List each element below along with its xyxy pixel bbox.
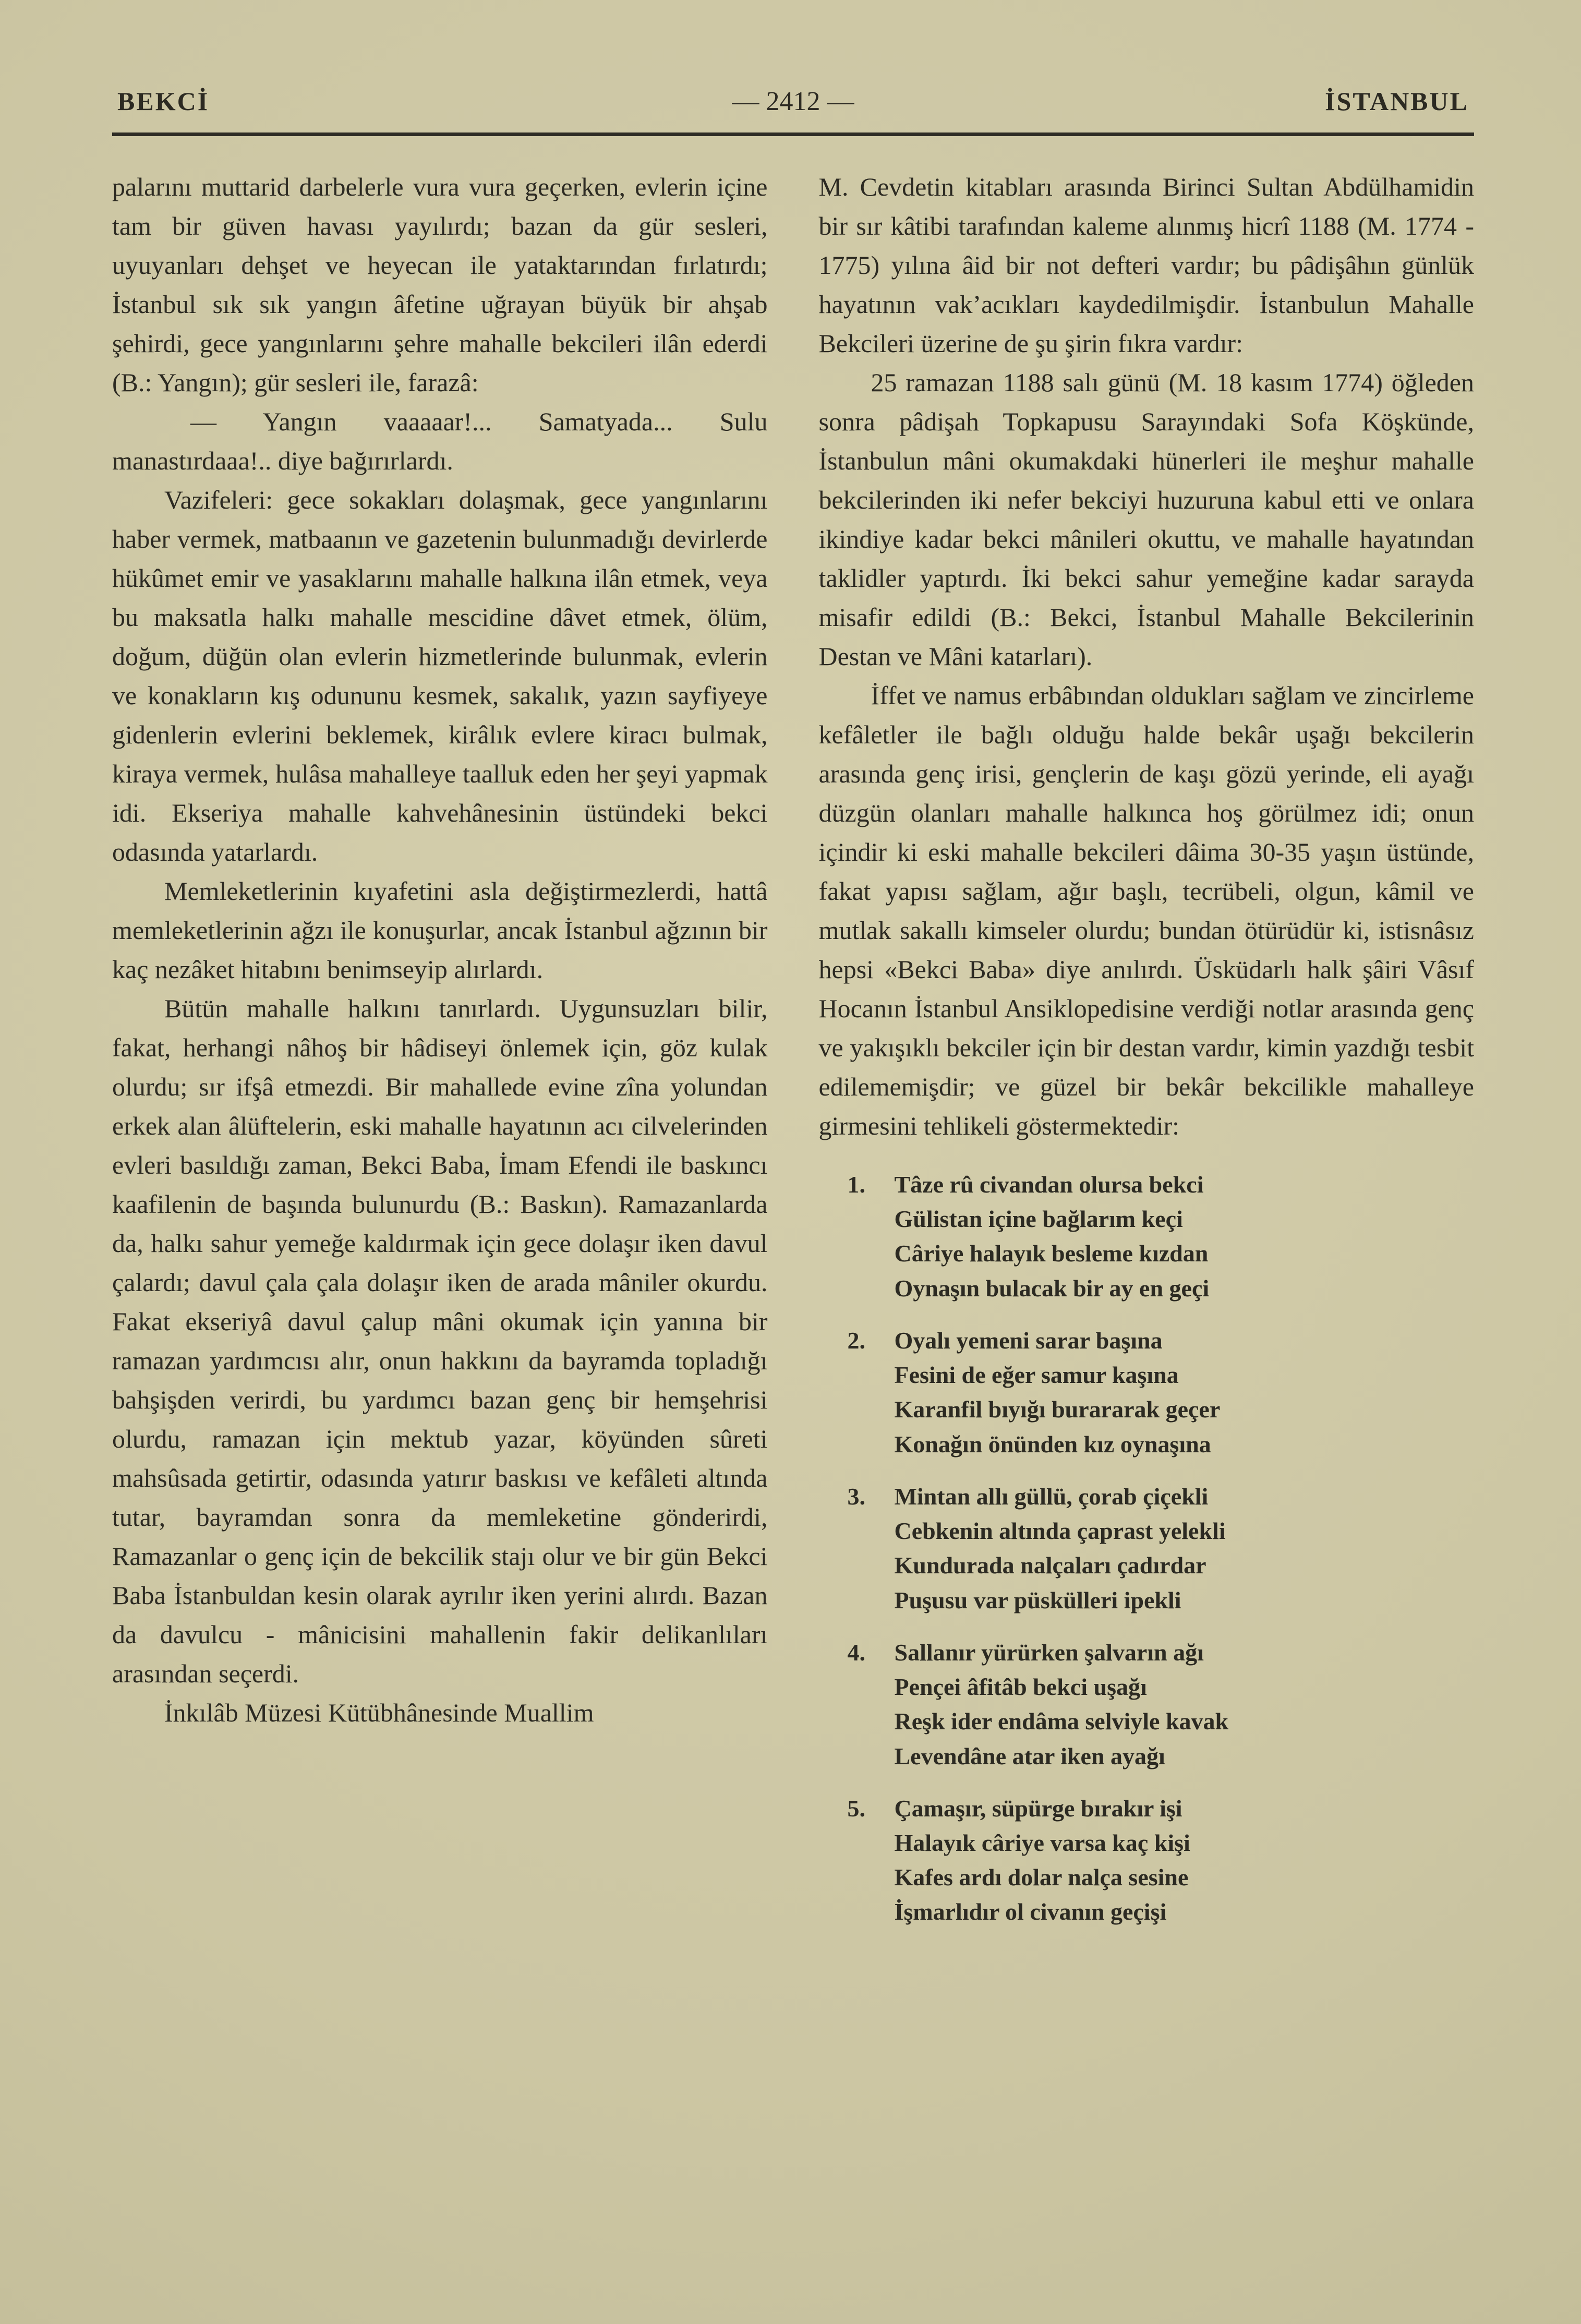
stanza-number: 3. [847,1483,865,1510]
verse-line: Çamaşır, süpürge bırakır işi [894,1795,1182,1822]
paragraph: 25 ramazan 1188 salı günü (M. 18 kasım 1774) öğleden sonra pâdişah Topkapusu Sarayındaki Sofa Köşkünde, İstanbulun mâni okumakdaki hünerleri ile meşhur mahalle bekcilerinden iki nefer bekciyi huzuruna kabul etti ve onlara ikindiye kadar bekci mânileri okuttu, ve mahalle hayatından taklidler yaptırdı. İki bekci sahur yemeğine kadar sarayda misafir edildi (B.: Bekci, İstanbul Mahalle Bekcilerinin Destan ve Mâni katarları). [818,368,1474,671]
verse-stanza [848,1479,1475,1618]
stanza-lines [895,1323,1475,1462]
verse-line: Pençei âfitâb bekci uşağı [894,1673,1147,1701]
verse-line: Tâze rû civandan olursa bekci [894,1171,1204,1198]
paragraph: Bütün mahalle halkını tanırlardı. Uygunsuzları bilir, fakat, herhangi nâhoş bir hâdiseyi önlemek için, göz kulak olurdu; sır ifşâ etmezdi. Bir mahallede evine zîna yolundan erkek alan âlüftelerin, eski mahalle hayatının acı cilvelerinden evleri basıldığı zaman, Bekci Baba, İmam Efendi ile baskıncı kaafilenin de başında bulunurdu (B.: Baskın). Ramazanlarda da, halkı sahur yemeğe kaldırmak için gece dolaşır iken davul çalardı; davul çala çala dolaşır iken de arada mâniler okurdu. Fakat ekseriyâ davul çalup mâni okumak için yanına bir ramazan yardımcısı alır, onun hakkını da bayramda topladığı bahşişden verirdi, bu yardımcı bazan genç bir hemşehrisi olurdu, ramazan için mektub yazar, köyünden sûreti mahsûsada getirtir, odasında yatırır baskısı ve kefâleti altında tutar, bayramdan sonra da memleketine gönderirdi, Ramazanlar o genç için de bekcilik stajı olur ve bir gün Bekci Baba İstanbuldan kesin olarak ayrılır iken yerini alırdı. Bazan da davulcu - mânicisini mahallenin fakir delikanlıları arasından seçerdi. [112,994,768,1688]
verse-stanza [848,1167,1475,1306]
verse-line: Fesini de eğer samur kaşına [894,1362,1179,1389]
stanza-lines [895,1167,1475,1306]
stanza-number: 5. [847,1795,865,1822]
verse-stanza [848,1635,1475,1774]
stanza-lines [895,1635,1475,1774]
verse-stanza [848,1323,1475,1462]
paragraph: palarını muttarid darbelerle vura vura geçerken, evlerin içine tam bir güven havası yayılırdı; bazan da gür sesleri, uyuyanları dehşet ve heyecan ile yataktarından fırlatırdı; İstanbul sık sık yangın âfetine uğrayan büyük bir ahşab şehirdi, gece yangınlarını şehre mahalle bekcileri ilân ederdi (B.: Yangın); gür sesleri ile, farazâ: [112,172,768,397]
verse-line: İşmarlıdır ol civanın geçişi [894,1898,1167,1925]
header-volume-title: İSTANBUL [1325,87,1469,116]
verse-line: Câriye halayık besleme kızdan [894,1240,1209,1267]
left-column [112,167,768,1930]
header-rule [112,133,1474,136]
right-column [819,167,1475,1930]
verse-section [819,1167,1475,1930]
stanza-number: 4. [847,1639,865,1666]
verse-stanza [848,1791,1475,1930]
paragraph: M. Cevdetin kitabları arasında Birinci Sultan Abdülhamidin bir sır kâtibi tarafından kaleme alınmış hicrî 1188 (M. 1774 - 1775) yılına âid bir not defteri vardır; bu pâdişâhın günlük hayatının vak’acıkları kaydedilmişdir. İstanbulun Mahalle Bekcileri üzerine de şu şirin fıkra vardır: [818,172,1474,358]
paragraph-dialogue: — Yangın vaaaaar!... Samatyada... Sulu manastırdaaa!.. diye bağırırlardı. [112,407,768,475]
verse-line: Kafes ardı dolar nalça sesine [894,1864,1189,1891]
paragraph: İnkılâb Müzesi Kütübhânesinde Muallim [164,1698,594,1727]
verse-line: Karanfil bıyığı burararak geçer [894,1396,1221,1423]
verse-line: Reşk ider endâma selviyle kavak [894,1708,1229,1735]
stanza-number: 1. [847,1171,865,1198]
verse-line: Puşusu var püskülleri ipekli [894,1586,1181,1613]
text-columns [112,167,1474,1930]
verse-line: Mintan allı güllü, çorab çiçekli [894,1483,1209,1510]
verse-line: Halayık câriye varsa kaç kişi [894,1829,1190,1856]
stanza-lines [895,1479,1475,1618]
verse-line: Gülistan içine bağlarım keçi [894,1206,1183,1233]
running-header [112,86,1474,117]
verse-line: Sallanır yürürken şalvarın ağı [894,1639,1204,1666]
stanza-lines [895,1791,1475,1930]
verse-line: Cebkenin altında çaprast yelekli [894,1518,1226,1545]
header-entry-title: BEKCİ [117,87,210,116]
page-number: — 2412 — [732,87,854,116]
paragraph: Vazifeleri: gece sokakları dolaşmak, gece yangınlarını haber vermek, matbaanın ve gazetenin bulunmadığı devirlerde hükûmet emir ve yasaklarını mahalle halkına ilân etmek, veya bu maksatla halkı mahalle mescidine dâvet etmek, ölüm, doğum, düğün olan evlerin hizmetlerinde bulunmak, evlerin ve konakların kış odununu kesmek, sakalık, yazın sayfiyeye gidenlerin evlerini beklemek, kirâlık evlere kiracı bulmak, kiraya vermek, hulâsa mahalleye taalluk eden her şeyi yapmak idi. Ekseriya mahalle kahvehânesinin üstündeki bekci odasında yatarlardı. [112,485,768,866]
paragraph: Memleketlerinin kıyafetini asla değiştirmezlerdi, hattâ memleketlerinin ağzı ile konuşurlar, ancak İstanbul ağzının bir kaç nezâket hitabını benimseyip alırlardı. [112,876,768,984]
verse-line: Kundurada nalçaları çadırdar [894,1552,1206,1579]
verse-line: Oyalı yemeni sarar başına [894,1327,1163,1354]
verse-line: Oynaşın bulacak bir ay en geçi [894,1274,1210,1302]
stanza-number: 2. [847,1327,865,1354]
verse-line: Konağın önünden kız oynaşına [894,1430,1211,1458]
paragraph: İffet ve namus erbâbından oldukları sağlam ve zincirleme kefâletler ile bağlı olduğu halde bekâr uşağı bekcilerin arasında genç irisi, gençlerin de kaşı gözü yerinde, eli ayağı düzgün olanları mahalle halkınca hoş görülmez idi; onun içindir ki eski mahalle bekcileri dâima 30-35 yaşın üstünde, fakat yapısı sağlam, ağır başlı, tecrübeli, olgun, kâmil ve mutlak sakallı kimseler olurdu; bundan ötürüdür ki, istisnâsız hepsi «Bekci Baba» diye anılırdı. Üsküdarlı halk şâiri Vâsıf Hocanın İstanbul Ansiklopedisine verdiği notlar arasında genç ve yakışıklı bekciler için bir destan vardır, kimin yazdığı tesbit edilememişdir; ve güzel bir bekâr bekcilikle mahalleye girmesini tehlikeli göstermektedir: [818,681,1474,1140]
verse-line: Levendâne atar iken ayağı [894,1742,1165,1769]
